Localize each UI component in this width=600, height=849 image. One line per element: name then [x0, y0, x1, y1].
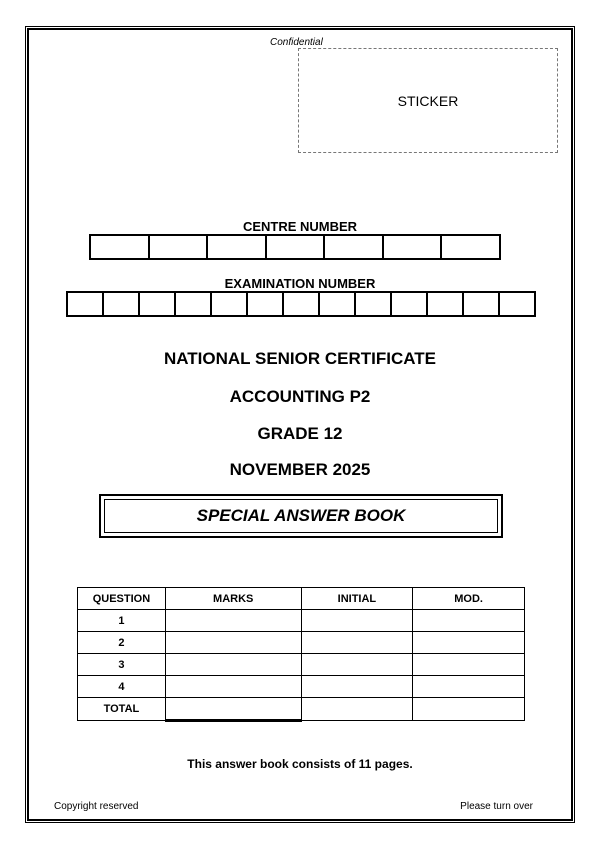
- marks-cell[interactable]: [165, 632, 301, 654]
- examination-number-box[interactable]: [140, 293, 176, 315]
- certificate-title: NATIONAL SENIOR CERTIFICATE: [164, 349, 436, 368]
- examination-number-box[interactable]: [284, 293, 320, 315]
- table-row: [78, 676, 525, 698]
- examination-number-box[interactable]: [68, 293, 104, 315]
- initial-cell[interactable]: [301, 632, 413, 654]
- centre-number-box[interactable]: [208, 236, 267, 258]
- header-marks: MARKS: [165, 588, 301, 610]
- sticker-label: STICKER: [397, 93, 459, 109]
- examination-number-box[interactable]: [248, 293, 284, 315]
- sticker-area: [298, 48, 558, 153]
- grade-title: GRADE 12: [257, 424, 343, 443]
- marks-cell[interactable]: [165, 610, 301, 632]
- table-row-total: [78, 698, 525, 721]
- page-count-note: This answer book consists of 11 pages.: [187, 757, 413, 771]
- examination-number-box[interactable]: [500, 293, 534, 315]
- examination-number-box[interactable]: [464, 293, 500, 315]
- mod-cell[interactable]: [413, 610, 525, 632]
- header-mod: MOD.: [413, 588, 525, 610]
- table-row: [78, 632, 525, 654]
- examination-number-label: EXAMINATION NUMBER: [224, 276, 376, 291]
- initial-cell[interactable]: [301, 654, 413, 676]
- centre-number-box[interactable]: [442, 236, 499, 258]
- examination-number-box[interactable]: [320, 293, 356, 315]
- question-cell: 1: [78, 610, 166, 632]
- answer-book-label: SPECIAL ANSWER BOOK: [104, 499, 498, 533]
- centre-number-label: CENTRE NUMBER: [242, 219, 358, 234]
- initial-cell[interactable]: [301, 610, 413, 632]
- centre-number-box[interactable]: [91, 236, 150, 258]
- centre-number-box[interactable]: [267, 236, 326, 258]
- mod-cell[interactable]: [413, 676, 525, 698]
- marks-table-header: [78, 588, 525, 610]
- marks-cell[interactable]: [165, 654, 301, 676]
- examination-number-box[interactable]: [104, 293, 140, 315]
- examination-number-box[interactable]: [176, 293, 212, 315]
- question-cell: 4: [78, 676, 166, 698]
- total-label-cell: TOTAL: [78, 698, 166, 721]
- examination-number-box[interactable]: [392, 293, 428, 315]
- table-row: [78, 654, 525, 676]
- question-cell: 2: [78, 632, 166, 654]
- subject-title: ACCOUNTING P2: [229, 387, 371, 406]
- total-marks-cell[interactable]: [165, 698, 301, 721]
- marks-cell[interactable]: [165, 676, 301, 698]
- marks-table: [77, 587, 525, 722]
- total-mod-cell[interactable]: [413, 698, 525, 721]
- centre-number-box[interactable]: [150, 236, 209, 258]
- turn-over-label: Please turn over: [460, 801, 533, 812]
- answer-book-banner: [99, 494, 503, 538]
- centre-number-box[interactable]: [325, 236, 384, 258]
- centre-number-boxes: [89, 234, 501, 260]
- examination-number-box[interactable]: [428, 293, 464, 315]
- examination-number-box[interactable]: [212, 293, 248, 315]
- question-cell: 3: [78, 654, 166, 676]
- centre-number-box[interactable]: [384, 236, 443, 258]
- examination-number-boxes: [66, 291, 536, 317]
- table-row: [78, 610, 525, 632]
- session-title: NOVEMBER 2025: [229, 460, 371, 479]
- examination-number-box[interactable]: [356, 293, 392, 315]
- initial-cell[interactable]: [301, 676, 413, 698]
- copyright-label: Copyright reserved: [54, 801, 139, 812]
- header-question: QUESTION: [78, 588, 166, 610]
- total-initial-cell[interactable]: [301, 698, 413, 721]
- mod-cell[interactable]: [413, 632, 525, 654]
- mod-cell[interactable]: [413, 654, 525, 676]
- confidential-label: Confidential: [270, 37, 323, 48]
- header-initial: INITIAL: [301, 588, 413, 610]
